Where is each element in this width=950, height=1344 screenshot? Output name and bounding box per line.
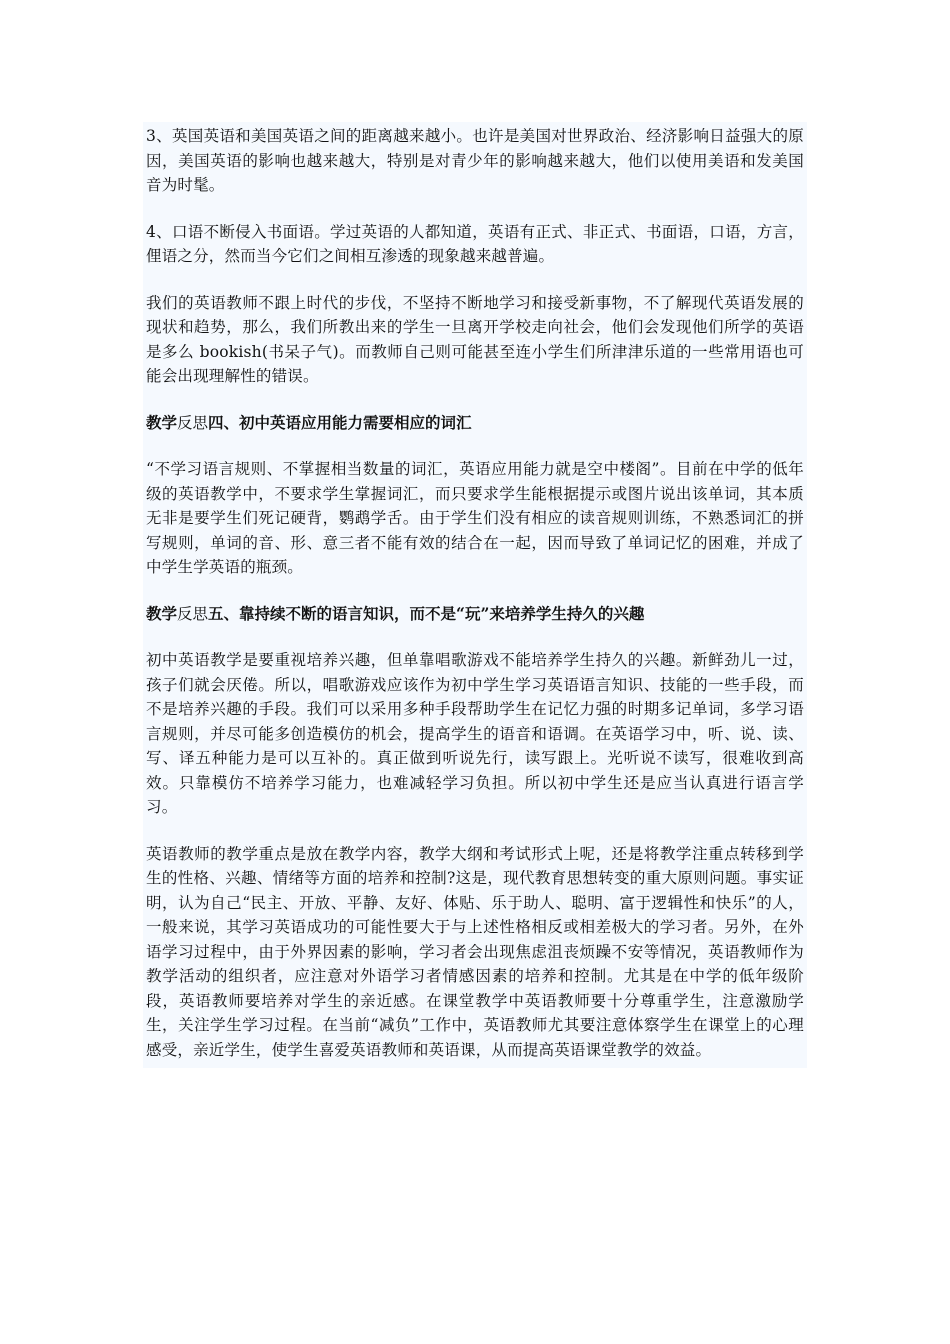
- paragraph-gap: [146, 269, 804, 291]
- section-heading-4: [146, 411, 804, 436]
- heading-4-middle: 反思: [177, 413, 209, 432]
- article-body: [143, 122, 807, 1068]
- heading-5-title: 五、靠持续不断的语言知识，而不是“玩”来培养学生持久的兴趣: [208, 603, 645, 623]
- paragraph-1: 3、英国英语和美国英语之间的距离越来越小。也许是美国对世界政治、经济影响日益强大的原因，美国英语的影响也越来越大，特别是对青少年的影响越来越大，他们以使用美语和发美国音为时髦。: [146, 127, 804, 194]
- heading-5-prefix: 教学: [146, 603, 178, 623]
- paragraph-gap: [146, 435, 804, 457]
- paragraph-6: 英语教师的教学重点是放在教学内容，教学大纲和考试形式上呢，还是将教学注重点转移到学生的性格、兴趣、情绪等方面的培养和控制?这是，现代教育思想转变的重大原则问题。事实证明，认为自己“民主、开放、平静、友好、体贴、乐于助人、聪明、富于逻辑性和快乐”的人，一般来说，其学习英语成功的可能性要大于与上述性格相反或相差极大的学习者。另外，在外语学习过程中，由于外界因素的影响，学习者会出现焦虑沮丧烦躁不安等情况，英语教师作为教学活动的组织者，应注意对外语学习者情感因素的培养和控制。尤其是在中学的低年级阶段，英语教师要培养对学生的亲近感。在课堂教学中英语教师要十分尊重学生，注意激励学生，关注学生学习过程。在当前“减负”工作中，英语教师尤其要注意体察学生在课堂上的心理感受，亲近学生，使学生喜爱英语教师和英语课，从而提高英语课堂教学的效益。: [146, 844, 804, 1059]
- heading-4-title: 四、初中英语应用能力需要相应的词汇: [208, 412, 472, 432]
- paragraph-gap: [146, 820, 804, 842]
- paragraph-5: 初中英语教学是要重视培养兴趣，但单靠唱歌游戏不能培养学生持久的兴趣。新鲜劲儿一过，孩子们就会厌倦。所以，唱歌游戏应该作为初中学生学习英语语言知识、技能的一些手段，而不是培养兴趣的手段。我们可以采用多种手段帮助学生在记忆力强的时期多记单词，多学习语言规则，并尽可能多创造模仿的机会，提高学生的语音和语调。在英语学习中，听、说、读、写、译五种能力是可以互补的。真正做到听说先行，读写跟上。光听说不读写，很难收到高效。只靠模仿不培养学习能力，也难减轻学习负担。所以初中学生还是应当认真进行语言学习。: [146, 651, 804, 816]
- paragraph-2: 4、口语不断侵入书面语。学过英语的人都知道，英语有正式、非正式、书面语，口语，方言，俚语之分，然而当今它们之间相互渗透的现象越来越普遍。: [146, 222, 804, 265]
- paragraph-4: “不学习语言规则、不掌握相当数量的词汇，英语应用能力就是空中楼阁”。目前在中学的低年级的英语教学中，不要求学生掌握词汇，而只要求学生能根据提示或图片说出该单词，其本质无非是要学生们死记硬背，鹦鹉学舌。由于学生们没有相应的读音规则训练，不熟悉词汇的拼写规则，单词的音、形、意三者不能有效的结合在一起，因而导致了单词记忆的困难，并成了中学生学英语的瓶颈。: [146, 460, 804, 576]
- paragraph-gap: [146, 626, 804, 648]
- paragraph-gap: [146, 389, 804, 411]
- paragraph-3: 我们的英语教师不跟上时代的步伐，不坚持不断地学习和接受新事物，不了解现代英语发展的现状和趋势，那么，我们所教出来的学生一旦离开学校走向社会，他们会发现他们所学的英语是多么 bookish(书呆子气)。而教师自己则可能甚至连小学生们所津津乐道的一些常用语也可能会出现理解性的错误。: [146, 293, 804, 385]
- heading-5-middle: 反思: [177, 604, 209, 623]
- paragraph-gap: [146, 198, 804, 220]
- section-heading-5: [146, 602, 804, 627]
- heading-4-prefix: 教学: [146, 412, 178, 432]
- paragraph-gap: [146, 580, 804, 602]
